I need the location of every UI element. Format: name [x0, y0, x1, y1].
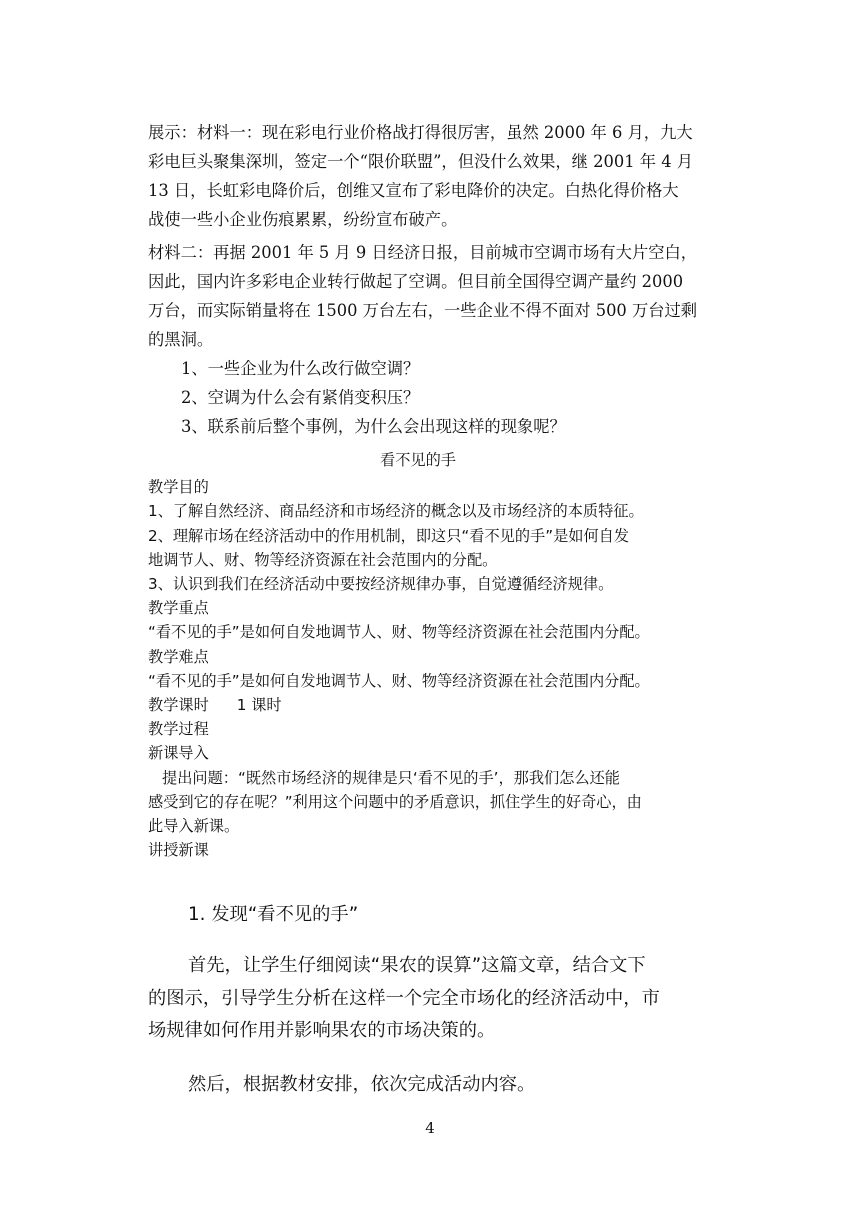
discover-line: 的图示，引导学生分析在这样一个完全市场化的经济活动中，市: [148, 987, 660, 1009]
question-item: 2、空调为什么会有紧俏变积压？: [181, 388, 420, 407]
material-two-line: 万台，而实际销量将在 1500 万台左右，一些企业不得不面对 500 万台过剩: [148, 301, 698, 320]
lesson-section: [148, 448, 718, 862]
material-one-line: 彩电巨头聚集深圳，签定一个“限价联盟”，但没什么效果，继 2001 年 4 月: [148, 152, 694, 171]
difficult-points-heading: 教学难点: [148, 647, 209, 666]
class-hours-row: [148, 693, 718, 717]
material-one-line: 13 日，长虹彩电降价后，创维又宣布了彩电降价的决定。白热化得价格大: [148, 181, 679, 200]
intro-line: 感受到它的存在呢？”利用这个问题中的矛盾意识，抓住学生的好奇心，由: [148, 792, 642, 811]
discover-paragraph: [148, 950, 718, 1048]
material-one-line: 战使一些小企业伤痕累累，纷纷宣布破产。: [148, 210, 458, 229]
key-points-text: “看不见的手”是如何自发地调节人、财、物等经济资源在社会范围内分配。: [148, 623, 650, 642]
goal-line: 1、了解自然经济、商品经济和市场经济的概念以及市场经济的本质特征。: [148, 502, 644, 521]
class-hours-label: 教学课时: [148, 696, 209, 715]
intro-line: 此导入新课。: [148, 817, 240, 836]
discover-line: 场规律如何作用并影响果农的市场决策的。: [148, 1020, 496, 1041]
goal-line: 2、理解市场在经济活动中的作用机制，即这只“看不见的手”是如何自发: [148, 526, 630, 545]
discover-closing-line: 然后，根据教材安排，依次完成活动内容。: [188, 1073, 536, 1095]
process-heading: 教学过程: [148, 720, 209, 739]
material-one-line: 展示：材料一：现在彩电行业价格战打得很厉害，虽然 2000 年 6 月，九大: [148, 123, 693, 142]
teach-heading: 讲授新课: [148, 841, 209, 860]
intro-line: 提出问题：“既然市场经济的规律是只‘看不见的手’，那我们怎么还能: [162, 768, 620, 787]
material-two-line: 的黑洞。: [148, 330, 214, 349]
goal-line: 地调节人、财、物等经济资源在社会范围内的分配。: [148, 550, 498, 569]
key-points-heading: 教学重点: [148, 599, 209, 618]
page-number: 4: [425, 1119, 435, 1137]
lesson-title: 看不见的手: [380, 451, 456, 469]
material-two-line: 材料二：再据 2001 年 5 月 9 日经济日报，目前城市空调市场有大片空白，: [148, 243, 698, 262]
question-item: 1、一些企业为什么改行做空调？: [181, 359, 420, 378]
difficult-points-text: “看不见的手”是如何自发地调节人、财、物等经济资源在社会范围内分配。: [148, 671, 650, 690]
discover-section: [148, 900, 718, 1101]
question-item: 3、联系前后整个事例，为什么会出现这样的现象呢？: [181, 417, 566, 436]
intro-heading: 新课导入: [148, 744, 209, 763]
material-section: [148, 118, 718, 441]
class-hours-value: 1 课时: [236, 696, 282, 715]
discover-heading: 1. 发现“看不见的手”: [188, 904, 359, 925]
goal-line: 3、认识到我们在经济活动中要按经济规律办事，自觉遵循经济规律。: [148, 575, 614, 594]
material-two-line: 因此，国内许多彩电企业转行做起了空调。但目前全国得空调产量约 2000: [148, 272, 684, 291]
goals-heading: 教学目的: [148, 478, 209, 497]
discover-line: 首先，让学生仔细阅读“果农的误算”这篇文章，结合文下: [188, 955, 646, 976]
